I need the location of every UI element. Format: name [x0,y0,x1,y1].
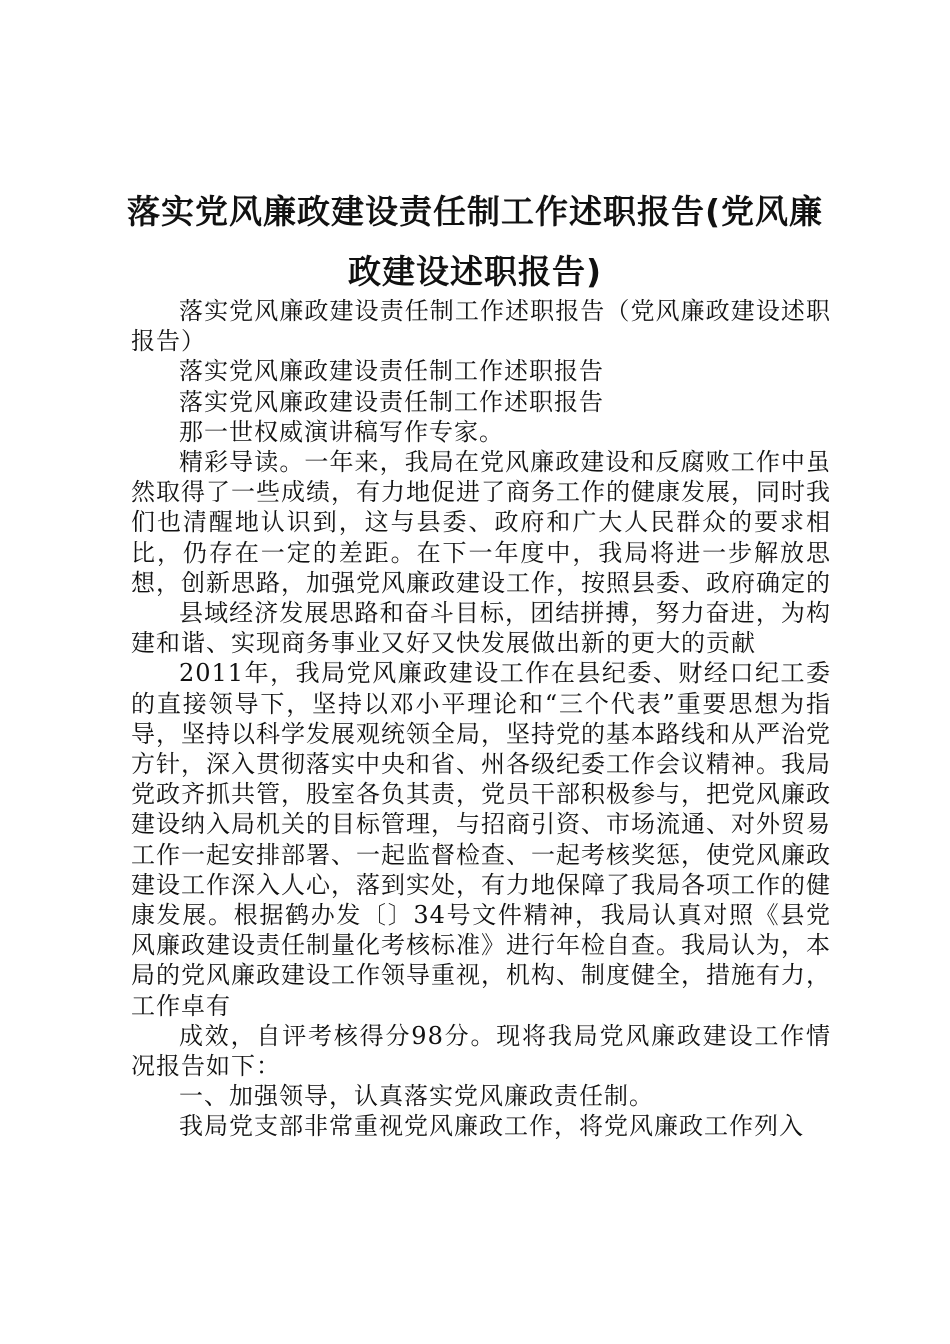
paragraph-intro-continued: 县域经济发展思路和奋斗目标，团结拼搏，努力奋进，为构建和谐、实现商务事业又好又快发展做出新的更大的贡献 [131,599,831,658]
document-body [131,296,831,1142]
paragraph-main: 2011年，我局党风廉政建设工作在县纪委、财经口纪工委的直接领导下，坚持以邓小平理论和“三个代表”重要思想为指导，坚持以科学发展观统领全局，坚持党的基本路线和从严治党方针，深入贯彻落实中央和省、州各级纪委工作会议精神。我局党政齐抓共管，股室各负其责，党员干部积极参与，把党风廉政建设纳入局机关的目标管理，与招商引资、市场流通、对外贸易工作一起安排部署、一起监督检查、一起考核奖惩，使党风廉政建设工作深入人心，落到实处，有力地保障了我局各项工作的健康发展。根据鹤办发〔〕34号文件精神，我局认真对照《县党风廉政建设责任制量化考核标准》进行年检自查。我局认为，本局的党风廉政建设工作领导重视，机构、制度健全，措施有力，工作卓有 [131,659,831,1020]
paragraph-subtitle: 落实党风廉政建设责任制工作述职报告（党风廉政建设述职报告） [131,297,831,356]
paragraph-heading-2: 落实党风廉政建设责任制工作述职报告 [179,387,604,416]
paragraph-main-continued: 成效，自评考核得分98分。现将我局党风廉政建设工作情况报告如下： [131,1021,831,1081]
document-title: 落实党风廉政建设责任制工作述职报告(党风廉政建设述职报告) [126,192,824,291]
paragraph-section-1: 我局党支部非常重视党风廉政工作，将党风廉政工作列入 [179,1112,804,1141]
paragraph-author-note: 那一世权威演讲稿写作专家。 [179,417,504,446]
section-heading-1: 一、加强领导，认真落实党风廉政责任制。 [179,1082,654,1111]
paragraph-heading-1: 落实党风廉政建设责任制工作述职报告 [179,357,604,386]
paragraph-intro: 精彩导读。一年来，我局在党风廉政建设和反腐败工作中虽然取得了一些成绩，有力地促进了商务工作的健康发展，同时我们也清醒地认识到，这与县委、政府和广大人民群众的要求相比，仍存在一定的差距。在下一年度中，我局将进一步解放思想，创新思路，加强党风廉政建设工作，按照县委、政府确定的 [131,448,831,597]
